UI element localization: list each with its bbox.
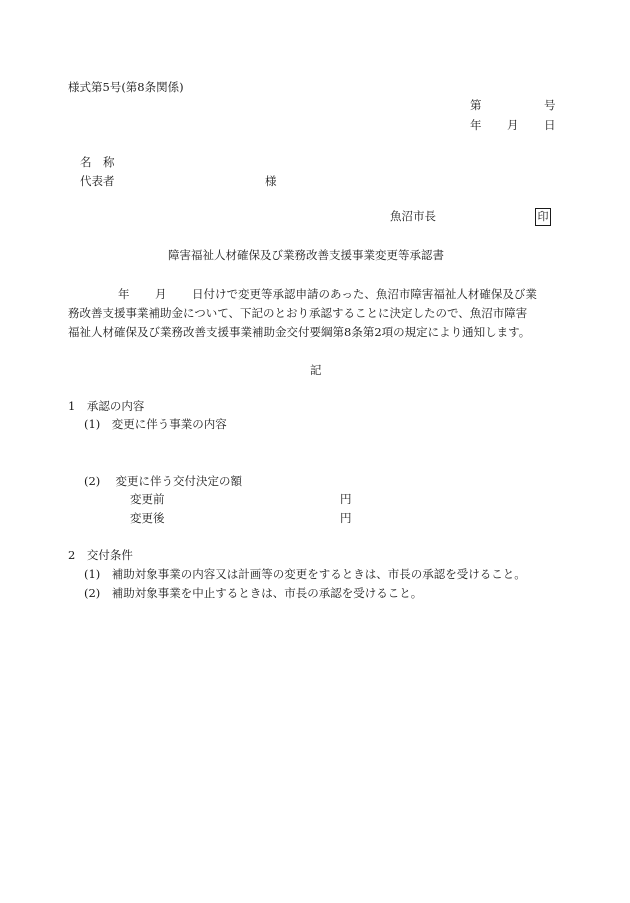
ki-heading: 記: [310, 363, 322, 377]
form-number: 様式第5号(第8条関係): [68, 80, 184, 94]
section-1-item-1: (1) 変更に伴う事業の内容: [84, 417, 227, 431]
body-line1: 日付けで変更等承認申請のあった、魚沼市障害福祉人材確保及び業: [192, 287, 537, 301]
before-unit: 円: [340, 492, 352, 506]
body-line2: 務改善支援事業補助金について、下記のとおり承認することに決定したので、魚沼市障害: [68, 306, 528, 320]
body-month: 月: [155, 287, 167, 301]
doc-no-prefix: 第: [470, 98, 482, 112]
after-label: 変更後: [130, 511, 165, 525]
body-line3: 福祉人材確保及び業務改善支援事業補助金交付要綱第8条第2項の規定により通知します。: [68, 325, 531, 339]
before-label: 変更前: [130, 492, 165, 506]
section-2-item-2: (2) 補助対象事業を中止するときは、市長の承認を受けること。: [84, 586, 423, 600]
body-year: 年: [118, 287, 130, 301]
section-2-item-1: (1) 補助対象事業の内容又は計画等の変更をするときは、市長の承認を受けること。: [84, 567, 526, 581]
seal-mark: 印: [535, 208, 551, 226]
addressee-name-label: 名 称: [80, 155, 115, 169]
section-1-heading: 1 承認の内容: [68, 399, 145, 413]
issuer: 魚沼市長: [390, 209, 436, 223]
after-unit: 円: [340, 511, 352, 525]
addressee-rep-label: 代表者: [80, 174, 115, 188]
date-year: 年: [470, 118, 482, 132]
section-1-item-2: (2) 変更に伴う交付決定の額: [84, 474, 242, 488]
doc-no-suffix: 号: [544, 98, 556, 112]
document-title: 障害福祉人材確保及び業務改善支援事業変更等承認書: [168, 248, 444, 262]
section-2-heading: 2 交付条件: [68, 548, 133, 562]
addressee-honorific: 様: [265, 174, 277, 188]
date-day: 日: [544, 118, 556, 132]
date-month: 月: [507, 118, 519, 132]
